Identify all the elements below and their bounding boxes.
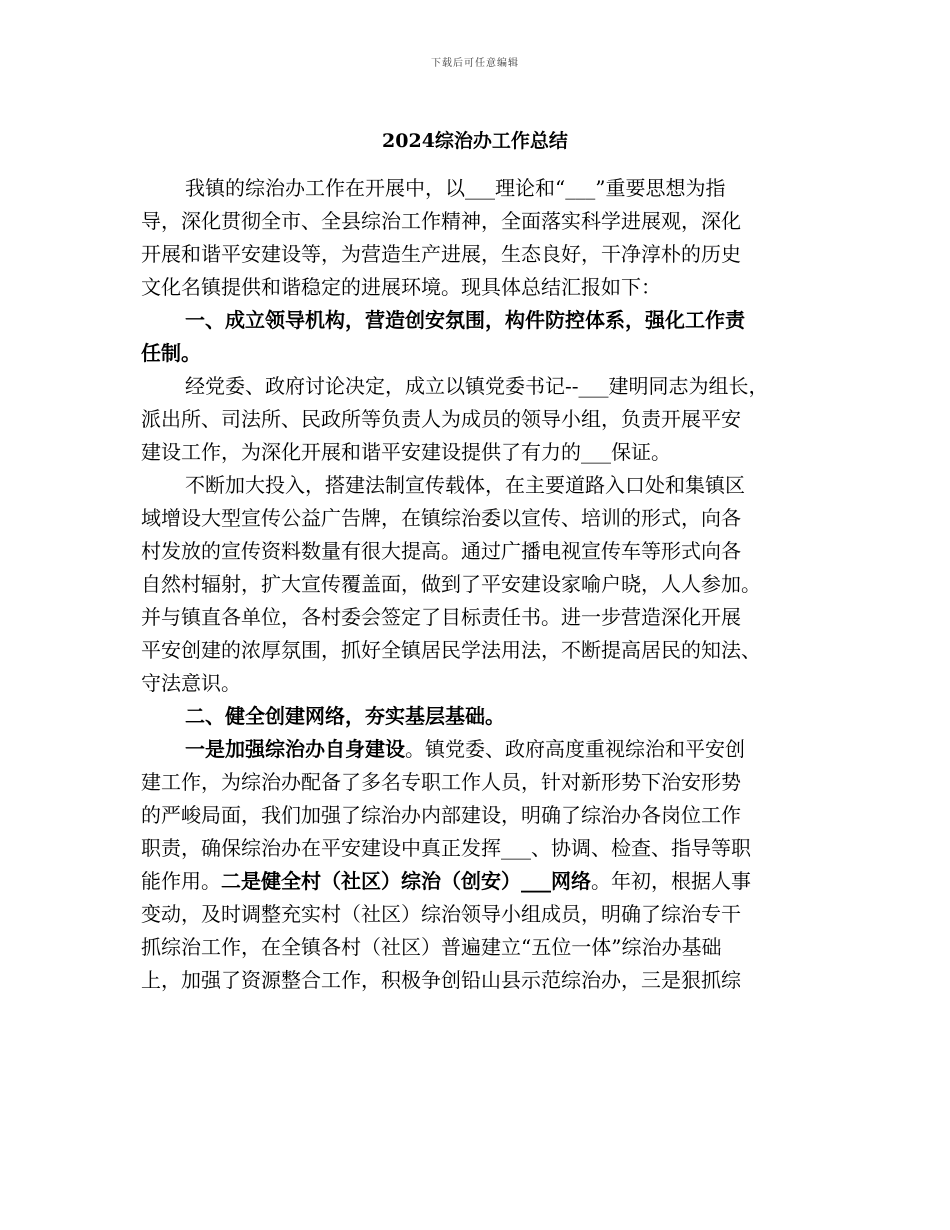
text-line: 域增设大型宣传公益广告牌，在镇综治委以宣传、培训的形式，向各 xyxy=(141,506,741,530)
page-header-note: 下载后可任意编辑 xyxy=(431,58,519,69)
text-line: 开展和谐平安建设等，为营造生产进展，生态良好，干净淳朴的历史 xyxy=(141,242,741,266)
text-line: 文化名镇提供和谐稳定的进展环境。现具体总结汇报如下： xyxy=(141,275,661,299)
text-line: 建设工作，为深化开展和谐平安建设提供了有力的___保证。 xyxy=(141,440,671,464)
text-line: 派出所、司法所、民政所等负责人为成员的领导小组，负责开展平安 xyxy=(141,407,741,431)
heading-line: 二、健全创建网络，夯实基层基础。 xyxy=(185,704,505,728)
text-line: 建工作，为综治办配备了多名专职工作人员，针对新形势下治安形势 xyxy=(141,770,741,794)
text-line: 自然村辐射，扩大宣传覆盖面，做到了平安建设家喻户晓，人人参加。 xyxy=(141,572,761,596)
text-line: 并与镇直各单位，各村委会签定了目标责任书。进一步营造深化开展 xyxy=(141,605,741,629)
text-line xyxy=(141,865,817,898)
text-line: 上，加强了资源整合工作，积极争创铅山县示范综治办，三是狠抓综 xyxy=(141,968,741,992)
paragraph-leadership xyxy=(141,370,817,469)
text-line: 守法意识。 xyxy=(141,671,241,695)
text-run: 。镇党委、政府高度重视综治和平安创 xyxy=(405,737,745,761)
heading-line: 一、成立领导机构，营造创安氛围，构件防控体系，强化工作责 xyxy=(185,308,745,332)
bold-lead-2: 二是健全村（社区）综治（创安）___网络 xyxy=(221,869,591,893)
text-line: 村发放的宣传资料数量有很大提高。通过广播电视宣传车等形式向各 xyxy=(141,539,741,563)
section-heading-2 xyxy=(141,700,817,733)
text-run: 能作用。 xyxy=(141,869,221,893)
text-line: 导，深化贯彻全市、全县综治工作精神，全面落实科学进展观，深化 xyxy=(141,209,741,233)
text-run: 。年初，根据人事 xyxy=(591,869,751,893)
text-line: 变动，及时调整充实村（社区）综治领导小组成员，明确了综治专干 xyxy=(141,902,741,926)
text-line: 职责，确保综治办在平安建设中真正发挥___、协调、检查、指导等职 xyxy=(141,836,751,860)
text-line: 平安创建的浓厚氛围，抓好全镇居民学法用法，不断提高居民的知法、 xyxy=(141,638,761,662)
text-line: 不断加大投入，搭建法制宣传载体，在主要道路入口处和集镇区 xyxy=(185,473,745,497)
text-line xyxy=(141,733,817,766)
section-heading-1 xyxy=(141,304,817,370)
paragraph-publicity xyxy=(141,469,817,700)
heading-line: 任制。 xyxy=(141,341,201,365)
paragraph-intro xyxy=(141,172,817,304)
text-line: 抓综治工作，在全镇各村（社区）普遍建立“五位一体”综治办基础 xyxy=(141,935,722,959)
bold-lead-1: 一是加强综治办自身建设 xyxy=(185,737,405,761)
document-title: 2024综治办工作总结 xyxy=(382,130,568,152)
text-line: 经党委、政府讨论决定，成立以镇党委书记--___建明同志为组长， xyxy=(185,374,769,398)
paragraph-network xyxy=(141,733,817,997)
document-body xyxy=(141,172,817,997)
text-line: 我镇的综治办工作在开展中，以___理论和“___”重要思想为指 xyxy=(185,176,726,200)
text-line: 的严峻局面，我们加强了综治办内部建设，明确了综治办各岗位工作 xyxy=(141,803,741,827)
